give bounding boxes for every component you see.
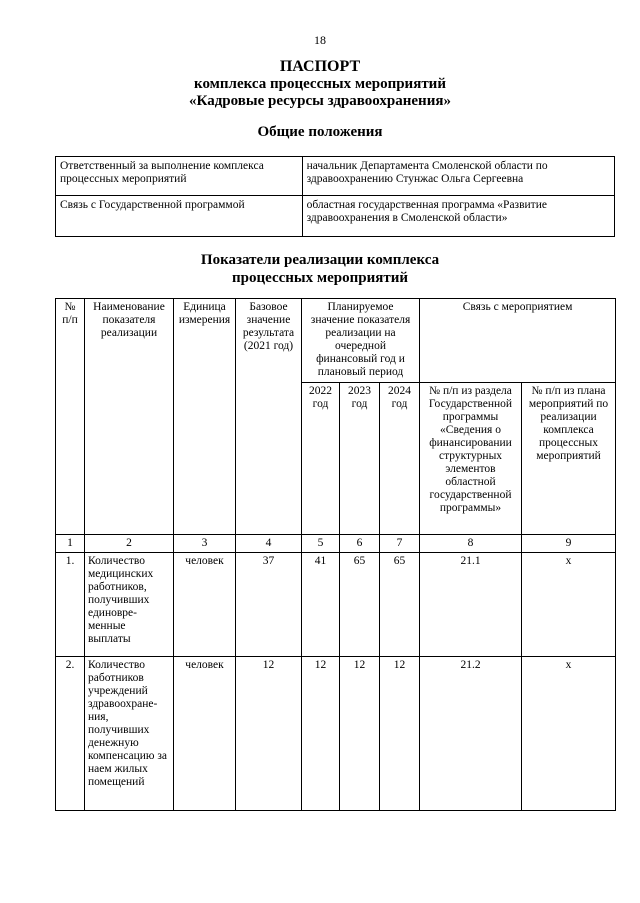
- indicators-heading-line1: Показатели реализации комплекса: [200, 252, 440, 268]
- row-2023: 65: [340, 553, 380, 657]
- row-base: 37: [236, 553, 302, 657]
- table-row: [56, 657, 616, 811]
- col-number: 2: [85, 535, 174, 553]
- row-2022: 12: [302, 657, 340, 811]
- row-unit: человек: [174, 657, 236, 811]
- general-section-heading: Общие положения: [257, 124, 383, 140]
- indicators-table: [55, 298, 616, 811]
- general-label-cell: Ответственный за выполнение комплекса процессных мероприятий: [56, 157, 303, 196]
- header-unit: Единица измерения: [174, 299, 236, 535]
- passport-complex-name: «Кадровые ресурсы здравоохранения»: [189, 93, 451, 109]
- row-2024: 65: [380, 553, 420, 657]
- header-year-2024: 2024 год: [380, 383, 420, 535]
- col-number: 1: [56, 535, 85, 553]
- row-2023: 12: [340, 657, 380, 811]
- col-number: 7: [380, 535, 420, 553]
- general-provisions-table: [55, 156, 615, 237]
- row-unit: человек: [174, 553, 236, 657]
- col-number: 9: [522, 535, 616, 553]
- row-2022: 41: [302, 553, 340, 657]
- header-planned: Планируемое значение показателя реализации на очередной финансовый год и плановый период: [302, 299, 420, 383]
- header-row: [56, 299, 616, 383]
- general-label-cell: Связь с Государственной программой: [56, 196, 303, 237]
- header-link: Связь с мероприятием: [420, 299, 616, 383]
- header-base: Базовое значение результата (2021 год): [236, 299, 302, 535]
- row-name: Количество медицинских работников, получивших единовре-менные выплаты: [85, 553, 174, 657]
- header-num: № п/п: [56, 299, 85, 535]
- column-number-row: [56, 535, 616, 553]
- col-number: 5: [302, 535, 340, 553]
- header-link-plan: № п/п из плана мероприятий по реализации комплекса процессных мероприятий: [522, 383, 616, 535]
- row-base: 12: [236, 657, 302, 811]
- header-year-2022: 2022 год: [302, 383, 340, 535]
- row-plan-link: х: [522, 553, 616, 657]
- header-name: Наименование показателя реализации: [85, 299, 174, 535]
- header-year-2023: 2023 год: [340, 383, 380, 535]
- col-number: 4: [236, 535, 302, 553]
- row-2024: 12: [380, 657, 420, 811]
- col-number: 3: [174, 535, 236, 553]
- col-number: 6: [340, 535, 380, 553]
- general-value-cell: областная государственная программа «Развитие здравоохранения в Смоленской области»: [302, 196, 614, 237]
- general-value-cell: начальник Департамента Смоленской области по здравоохранению Стунжас Ольга Сергеевна: [302, 157, 614, 196]
- row-gov-link: 21.1: [420, 553, 522, 657]
- header-link-gov: № п/п из раздела Государственной программы «Сведения о финансировании структурных элементов областной государственной программы»: [420, 383, 522, 535]
- row-num: 1.: [56, 553, 85, 657]
- table-row: [56, 196, 615, 237]
- indicators-heading-line2: процессных мероприятий: [231, 270, 408, 286]
- passport-subtitle: комплекса процессных мероприятий: [194, 76, 446, 92]
- row-num: 2.: [56, 657, 85, 811]
- row-gov-link: 21.2: [420, 657, 522, 811]
- indicators-heading: [0, 251, 640, 287]
- row-plan-link: х: [522, 657, 616, 811]
- table-row: [56, 157, 615, 196]
- passport-title: ПАСПОРТ: [279, 58, 361, 75]
- table-row: [56, 553, 616, 657]
- page-number: 18: [314, 33, 326, 47]
- row-name: Количество работников учреждений здравоохране-ния, получивших денежную компенсацию за наем жилых помещений: [85, 657, 174, 811]
- col-number: 8: [420, 535, 522, 553]
